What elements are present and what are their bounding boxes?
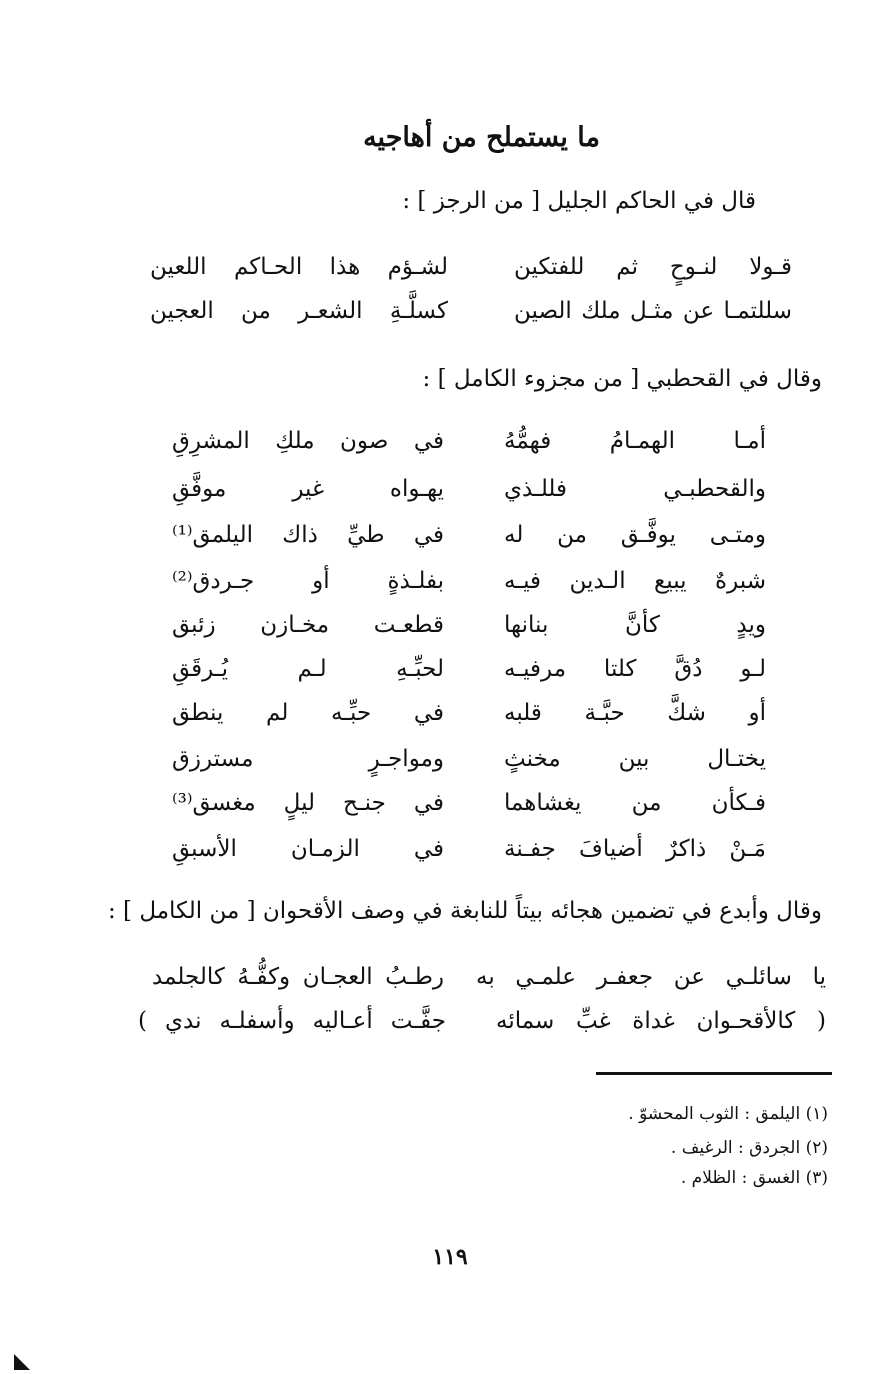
verse-right-hemistich: أو شكَّ حبَّـة قلبه: [504, 700, 766, 726]
verse-left-hemistich: رطـبُ العجـان وكفُّـهُ كالجلمد: [152, 964, 444, 990]
verse-right-hemistich: سللتمـا عن مثـل ملك الصين: [514, 298, 792, 324]
verse-right-hemistich: والقحطبـي فللـذي: [504, 476, 766, 502]
verse-right-hemistich: لـو دُقَّ كلتا مرفيـه: [504, 656, 766, 682]
verse-line: [172, 700, 766, 732]
verse-left-hemistich: لحبِّـهِ لـم يُـرقَقِ: [172, 656, 444, 682]
verse-left-hemistich: في حبِّـه لم ينطق: [172, 700, 444, 726]
footnote: (١) اليلمق : الثوب المحشوّ .: [628, 1104, 828, 1124]
section-intro: قال في الحاكم الجليل [ من الرجز ] :: [402, 188, 756, 214]
verse-line: [172, 476, 766, 508]
page-number: ١١٩: [432, 1244, 468, 1270]
page-title: ما يستملح من أهاجيه: [363, 122, 600, 153]
verse-right-hemistich: شبرهٌ يبيع الـدين فيـه: [504, 568, 766, 594]
verse-line: [172, 836, 766, 868]
section-intro: وقال وأبدع في تضمين هجائه بيتاً للنابغة في وصف الأقحوان [ من الكامل ] :: [107, 898, 822, 924]
verse-left-hemistich: يهـواه غير موفَّقِ: [172, 476, 444, 502]
footnote: (٣) الغسق : الظلام .: [680, 1168, 828, 1188]
verse-line: [172, 612, 766, 644]
verse-left-hemistich: قطعـت مخـازن زئبق: [172, 612, 444, 638]
verse-left-hemistich: في الزمـان الأسبقِ: [172, 836, 444, 862]
verse-line: [172, 428, 766, 460]
verse-left-hemistich: كسلَّـةِ الشعـر من العجين: [150, 298, 448, 324]
verse-line: [150, 254, 792, 286]
verse-right-hemistich: يا سائلـي عن جعفـر علمـي به: [476, 964, 826, 990]
verse-left-hemistich: لشـؤم هذا الحـاكم اللعين: [150, 254, 448, 280]
verse-right-hemistich: مَـنْ ذاكرٌ أضيافَ جفـنة: [504, 836, 766, 862]
verse-left-hemistich: في طيِّ ذاك اليلمق⁽¹⁾: [172, 522, 444, 548]
verse-line: [152, 964, 826, 996]
verse-left-hemistich: في صون ملكِ المشرِقِ: [172, 428, 444, 454]
verse-right-hemistich: ومتـى يوفَّـق من له: [504, 522, 766, 548]
verse-right-hemistich: ويدٍ كأنَّ بنانها: [504, 612, 766, 638]
verse-right-hemistich: يختـال بين مخنثٍ: [504, 746, 766, 772]
verse-left-hemistich: ومواجـرٍ مسترزق: [172, 746, 444, 772]
verse-line: [172, 568, 766, 600]
verse-right-hemistich: قـولا لنـوحٍ ثم للفتكين: [514, 254, 792, 280]
verse-right-hemistich: فـكأن من يغشاهما: [504, 790, 766, 816]
verse-line: [150, 298, 792, 330]
verse-right-hemistich: أمـا الهمـامُ فهمُّهُ: [504, 428, 766, 454]
verse-left-hemistich: جفَّـت أعـاليه وأسفلـه ندي ): [138, 1008, 446, 1034]
verse-line: [172, 790, 766, 822]
verse-line: [172, 522, 766, 554]
verse-line: [138, 1008, 826, 1040]
verse-right-hemistich: ( كالأقحـوان غداة غبِّ سمائه: [496, 1008, 826, 1034]
section-intro: وقال في القحطبي [ من مجزوء الكامل ] :: [422, 366, 822, 392]
footnote-divider: [596, 1072, 832, 1075]
verse-line: [172, 656, 766, 688]
corner-mark: [14, 1354, 30, 1370]
verse-left-hemistich: بفلـذةٍ أو جـردق⁽²⁾: [172, 568, 444, 594]
verse-left-hemistich: في جنـح ليلٍ مغسق⁽³⁾: [172, 790, 444, 816]
verse-line: [172, 746, 766, 778]
footnote: (٢) الجردق : الرغيف .: [670, 1138, 828, 1158]
